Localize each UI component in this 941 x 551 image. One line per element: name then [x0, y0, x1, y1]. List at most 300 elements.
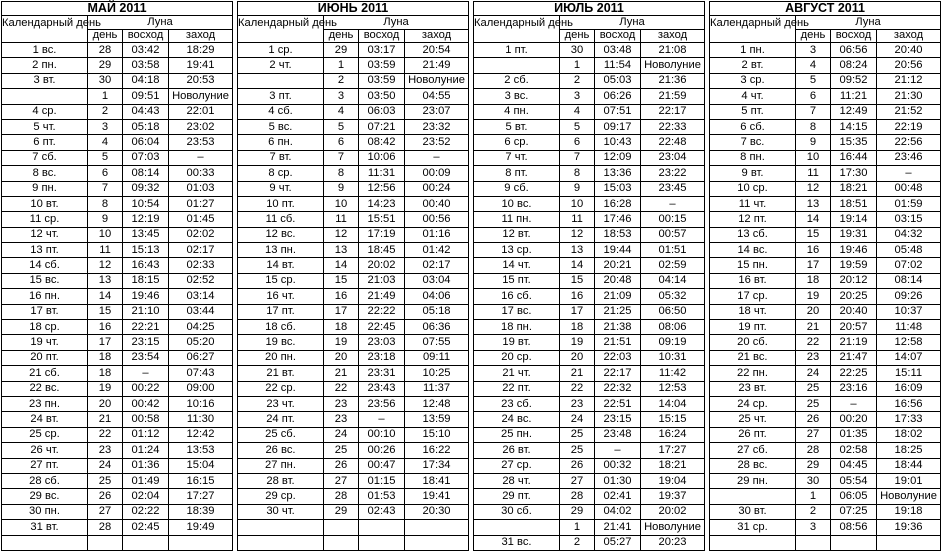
moonrise-cell: 10:43: [595, 135, 641, 150]
moonset-cell: 15:15: [641, 412, 705, 427]
table-row: [474, 104, 705, 119]
moonset-cell: 19:41: [169, 58, 233, 73]
moonrise-cell: 22:17: [595, 366, 641, 381]
moonrise-cell: 23:54: [123, 350, 169, 365]
moonrise-cell: 03:59: [359, 73, 405, 88]
moon-day-cell: 5: [88, 150, 123, 165]
moonrise-cell: 21:41: [595, 520, 641, 535]
calendar-day-cell: 15 ср.: [238, 273, 324, 288]
moonset-cell: 01:51: [641, 243, 705, 258]
calendar-day-cell: 27 ср.: [474, 458, 560, 473]
calendar-day-cell: 10 пт.: [238, 196, 324, 211]
moonrise-cell: 23:16: [831, 381, 877, 396]
moonset-cell: [405, 520, 469, 535]
table-row: [710, 458, 941, 473]
moonset-cell: Новолуние: [169, 89, 233, 104]
moonset-cell: 00:09: [405, 166, 469, 181]
moonrise-cell: 18:45: [359, 243, 405, 258]
calendar-day-cell: 28 вт.: [238, 473, 324, 488]
moonset-cell: 21:08: [641, 43, 705, 58]
calendar-day-cell: 21 чт.: [474, 366, 560, 381]
moonset-cell: 03:15: [877, 212, 941, 227]
table-row: [710, 196, 941, 211]
moon-day-cell: 7: [88, 181, 123, 196]
moonset-cell: 00:15: [641, 212, 705, 227]
moon-header: Луна: [88, 16, 233, 30]
moonset-cell: 18:41: [405, 473, 469, 488]
calendar-day-cell: 14 чт.: [474, 258, 560, 273]
table-row: [710, 243, 941, 258]
moonset-cell: 11:37: [405, 381, 469, 396]
moonset-header: заход: [877, 29, 941, 43]
moon-day-cell: 27: [324, 473, 359, 488]
moonset-cell: 21:49: [405, 58, 469, 73]
moon-day-cell: 6: [796, 89, 831, 104]
moonrise-cell: 21:19: [831, 335, 877, 350]
calendar-day-cell: 1 вс.: [2, 43, 88, 58]
calendar-day-cell: 23 вт.: [710, 381, 796, 396]
table-row: [710, 396, 941, 411]
moonrise-cell: 10:06: [359, 150, 405, 165]
calendar-day-cell: [710, 489, 796, 504]
table-row: [2, 273, 233, 288]
calendar-day-cell: 18 пн.: [474, 320, 560, 335]
moonset-cell: 04:25: [169, 320, 233, 335]
calendar-day-cell: 4 ср.: [2, 104, 88, 119]
moon-day-cell: 20: [560, 350, 595, 365]
table-row: [474, 443, 705, 458]
moonrise-cell: [831, 535, 877, 550]
calendar-day-cell: 19 вс.: [238, 335, 324, 350]
moon-day-cell: 30: [88, 73, 123, 88]
moonset-cell: 22:33: [641, 119, 705, 134]
calendar-day-cell: 16 сб.: [474, 289, 560, 304]
calendar-day-cell: 9 пн.: [2, 181, 88, 196]
calendar-day-cell: 23 пн.: [2, 396, 88, 411]
table-row: [2, 289, 233, 304]
calendar-day-cell: 7 вт.: [238, 150, 324, 165]
moonset-cell: 11:48: [877, 320, 941, 335]
moonset-cell: 17:33: [877, 412, 941, 427]
moonrise-cell: 22:51: [595, 396, 641, 411]
calendar-day-cell: 2 чт.: [238, 58, 324, 73]
table-row: [710, 135, 941, 150]
moon-day-cell: 13: [88, 273, 123, 288]
moonset-cell: 02:17: [405, 258, 469, 273]
moonset-cell: 07:55: [405, 335, 469, 350]
table-row: [474, 273, 705, 288]
moonset-cell: 00:24: [405, 181, 469, 196]
table-row: [710, 443, 941, 458]
table-row: [474, 212, 705, 227]
table-row: [2, 520, 233, 535]
moonset-cell: 02:59: [641, 258, 705, 273]
moonrise-cell: 23:43: [359, 381, 405, 396]
moon-day-cell: 15: [796, 227, 831, 242]
moon-day-cell: [796, 535, 831, 550]
moonset-cell: 01:16: [405, 227, 469, 242]
moon-day-cell: 17: [796, 258, 831, 273]
moonset-cell: 16:15: [169, 473, 233, 488]
moonset-cell: 23:46: [877, 150, 941, 165]
table-row: [474, 396, 705, 411]
moonrise-cell: 08:24: [831, 58, 877, 73]
moonrise-cell: 15:03: [595, 181, 641, 196]
calendar-day-cell: 3 ср.: [710, 73, 796, 88]
moonset-cell: 03:44: [169, 304, 233, 319]
moonrise-cell: 23:15: [123, 335, 169, 350]
table-row: [2, 166, 233, 181]
moonrise-cell: 04:45: [831, 458, 877, 473]
moon-header: Луна: [560, 16, 705, 30]
calendar-sheet: [1, 1, 939, 549]
moonrise-cell: 06:03: [359, 104, 405, 119]
moonset-cell: 17:27: [641, 443, 705, 458]
calendar-day-cell: [710, 535, 796, 550]
moon-day-cell: 19: [88, 381, 123, 396]
moon-day-cell: 18: [324, 320, 359, 335]
table-row: [238, 535, 469, 550]
calendar-day-cell: 8 пн.: [710, 150, 796, 165]
moonrise-cell: 05:54: [831, 473, 877, 488]
calendar-day-cell: 22 ср.: [238, 381, 324, 396]
moonrise-cell: 00:10: [359, 427, 405, 442]
moonset-cell: 21:12: [877, 73, 941, 88]
table-row: [2, 227, 233, 242]
moonset-cell: 17:34: [405, 458, 469, 473]
moonrise-cell: 16:43: [123, 258, 169, 273]
moon-day-cell: 17: [560, 304, 595, 319]
moonrise-cell: 01:36: [123, 458, 169, 473]
calendar-day-cell: 6 пн.: [238, 135, 324, 150]
calendar-day-cell: 30 чт.: [238, 504, 324, 519]
table-row: [474, 535, 705, 550]
calendar-day-cell: 11 пн.: [474, 212, 560, 227]
calendar-day-cell: 5 вт.: [474, 119, 560, 134]
moonrise-cell: [123, 535, 169, 550]
calendar-day-cell: 12 чт.: [2, 227, 88, 242]
calendar-day-cell: 27 сб.: [710, 443, 796, 458]
moonrise-cell: 13:36: [595, 166, 641, 181]
table-row: [2, 181, 233, 196]
moon-day-header: день: [560, 29, 595, 43]
moonrise-cell: 23:48: [595, 427, 641, 442]
table-row: [710, 212, 941, 227]
moon-day-cell: 19: [560, 335, 595, 350]
moonrise-cell: 19:14: [831, 212, 877, 227]
moon-day-cell: 29: [324, 43, 359, 58]
calendar-day-header: Календарный день: [2, 16, 88, 43]
moonset-cell: 12:53: [641, 381, 705, 396]
table-row: [238, 289, 469, 304]
moon-day-cell: 12: [560, 227, 595, 242]
table-row: [474, 335, 705, 350]
calendar-day-cell: 13 ср.: [474, 243, 560, 258]
moonrise-cell: 19:46: [123, 289, 169, 304]
moonset-cell: 20:53: [169, 73, 233, 88]
month-title: МАЙ 2011: [2, 2, 233, 16]
moonrise-cell: 22:25: [831, 366, 877, 381]
calendar-day-cell: 4 пн.: [474, 104, 560, 119]
moonrise-cell: 12:49: [831, 104, 877, 119]
moonset-cell: 09:19: [641, 335, 705, 350]
moonrise-cell: 15:13: [123, 243, 169, 258]
moonset-header: заход: [641, 29, 705, 43]
moon-day-cell: 14: [560, 258, 595, 273]
moonrise-cell: 04:02: [595, 504, 641, 519]
moon-day-cell: 23: [324, 412, 359, 427]
calendar-day-cell: 5 чт.: [2, 119, 88, 134]
table-row: [2, 135, 233, 150]
calendar-day-cell: 4 чт.: [710, 89, 796, 104]
table-row: [2, 320, 233, 335]
moonrise-cell: 06:56: [831, 43, 877, 58]
moon-table: [237, 1, 469, 551]
table-row: [238, 104, 469, 119]
moonrise-cell: 21:47: [831, 350, 877, 365]
table-row: [238, 381, 469, 396]
moonset-cell: 01:27: [169, 196, 233, 211]
table-row: [2, 212, 233, 227]
moon-day-cell: 23: [324, 396, 359, 411]
moonrise-cell: 21:38: [595, 320, 641, 335]
moonrise-cell: 11:21: [831, 89, 877, 104]
moonrise-cell: 00:26: [359, 443, 405, 458]
calendar-day-cell: 19 пт.: [710, 320, 796, 335]
moonset-cell: 04:06: [405, 289, 469, 304]
moonset-cell: [877, 535, 941, 550]
moon-day-cell: 4: [88, 135, 123, 150]
table-row: [710, 412, 941, 427]
moon-day-cell: 17: [88, 335, 123, 350]
moonset-cell: 22:19: [877, 119, 941, 134]
moonrise-cell: 22:21: [123, 320, 169, 335]
month-title: ИЮЛЬ 2011: [474, 2, 705, 16]
table-row: [474, 181, 705, 196]
calendar-day-cell: 14 сб.: [2, 258, 88, 273]
moon-day-cell: 18: [88, 350, 123, 365]
moonrise-cell: 20:40: [831, 304, 877, 319]
calendar-day-cell: 3 пт.: [238, 89, 324, 104]
moonrise-cell: 03:59: [359, 58, 405, 73]
moonrise-cell: 21:25: [595, 304, 641, 319]
moonrise-cell: 09:32: [123, 181, 169, 196]
moon-day-cell: 3: [560, 89, 595, 104]
moon-day-cell: 16: [796, 243, 831, 258]
moon-day-cell: 8: [324, 166, 359, 181]
moon-day-cell: [324, 520, 359, 535]
moonrise-cell: 02:41: [595, 489, 641, 504]
moonset-cell: 16:09: [877, 381, 941, 396]
calendar-day-cell: 15 вс.: [2, 273, 88, 288]
calendar-day-cell: 15 пн.: [710, 258, 796, 273]
table-row: [238, 58, 469, 73]
table-row: [238, 335, 469, 350]
moonrise-cell: 12:09: [595, 150, 641, 165]
moon-day-cell: 24: [324, 427, 359, 442]
moonrise-cell: 02:58: [831, 443, 877, 458]
moonset-cell: –: [877, 166, 941, 181]
moon-day-cell: 19: [796, 289, 831, 304]
calendar-day-cell: 17 вс.: [474, 304, 560, 319]
table-row: [238, 412, 469, 427]
moon-day-cell: 8: [560, 166, 595, 181]
table-row: [2, 258, 233, 273]
table-row: [710, 381, 941, 396]
moonset-cell: 21:30: [877, 89, 941, 104]
moonrise-cell: 03:48: [595, 43, 641, 58]
table-row: [238, 119, 469, 134]
table-row: [474, 289, 705, 304]
month-table-august: [709, 1, 940, 536]
calendar-day-cell: 10 вс.: [474, 196, 560, 211]
moonset-cell: 07:43: [169, 366, 233, 381]
calendar-day-cell: 29 пн.: [710, 473, 796, 488]
moonrise-cell: 18:51: [831, 196, 877, 211]
moonset-cell: –: [641, 196, 705, 211]
calendar-day-cell: 13 сб.: [710, 227, 796, 242]
calendar-day-cell: 2 вт.: [710, 58, 796, 73]
calendar-day-cell: 8 пт.: [474, 166, 560, 181]
moon-day-cell: 20: [88, 396, 123, 411]
table-row: [474, 473, 705, 488]
moonrise-cell: 23:15: [595, 412, 641, 427]
table-row: [2, 243, 233, 258]
moonrise-cell: 11:31: [359, 166, 405, 181]
moon-day-cell: 4: [324, 104, 359, 119]
moon-day-cell: 1: [324, 58, 359, 73]
moonrise-cell: 22:45: [359, 320, 405, 335]
moonrise-cell: 19:31: [831, 227, 877, 242]
moonrise-cell: 21:03: [359, 273, 405, 288]
calendar-day-cell: 1 ср.: [238, 43, 324, 58]
moonset-cell: 15:10: [405, 427, 469, 442]
moon-day-cell: 6: [324, 135, 359, 150]
table-row: [474, 166, 705, 181]
moonset-header: заход: [405, 29, 469, 43]
moonrise-cell: 02:04: [123, 489, 169, 504]
calendar-day-cell: 10 ср.: [710, 181, 796, 196]
moon-day-cell: 3: [796, 43, 831, 58]
moonset-cell: 04:14: [641, 273, 705, 288]
moon-day-cell: 21: [560, 366, 595, 381]
moon-day-cell: 9: [560, 181, 595, 196]
table-row: [238, 166, 469, 181]
moonset-cell: 19:37: [641, 489, 705, 504]
moonset-cell: 02:33: [169, 258, 233, 273]
moonset-cell: 08:14: [877, 273, 941, 288]
moon-day-cell: 29: [324, 504, 359, 519]
moon-day-cell: 4: [796, 58, 831, 73]
moonset-cell: 21:36: [641, 73, 705, 88]
table-row: [474, 412, 705, 427]
calendar-day-cell: 25 сб.: [238, 427, 324, 442]
moon-day-cell: 19: [324, 335, 359, 350]
calendar-day-cell: 22 вс.: [2, 381, 88, 396]
moonset-cell: 15:04: [169, 458, 233, 473]
table-row: [710, 350, 941, 365]
table-row: [474, 58, 705, 73]
moonrise-cell: 18:53: [595, 227, 641, 242]
moonrise-cell: 08:42: [359, 135, 405, 150]
moon-day-cell: 28: [324, 489, 359, 504]
calendar-day-cell: 25 пн.: [474, 427, 560, 442]
month-title: ИЮНЬ 2011: [238, 2, 469, 16]
moonset-cell: 07:02: [877, 258, 941, 273]
moonrise-cell: 00:32: [595, 458, 641, 473]
moon-day-cell: 30: [560, 43, 595, 58]
moon-day-header: день: [324, 29, 359, 43]
table-row: [238, 181, 469, 196]
moon-day-cell: 14: [88, 289, 123, 304]
table-row: [2, 535, 233, 550]
moonset-cell: 05:48: [877, 243, 941, 258]
moon-day-cell: 30: [796, 473, 831, 488]
moon-day-cell: 7: [560, 150, 595, 165]
table-row: [710, 473, 941, 488]
moonrise-cell: 19:46: [831, 243, 877, 258]
moonrise-cell: 11:54: [595, 58, 641, 73]
moon-day-cell: 7: [324, 150, 359, 165]
moon-day-cell: 1: [796, 489, 831, 504]
moon-day-cell: 11: [560, 212, 595, 227]
moonset-cell: 20:54: [405, 43, 469, 58]
calendar-day-header: Календарный день: [710, 16, 796, 43]
moon-day-cell: 24: [88, 458, 123, 473]
table-row: [474, 304, 705, 319]
calendar-day-cell: 26 вт.: [474, 443, 560, 458]
moon-day-cell: 27: [796, 427, 831, 442]
moonset-cell: 09:26: [877, 289, 941, 304]
moon-day-cell: 26: [560, 458, 595, 473]
moon-day-cell: [324, 535, 359, 550]
moon-day-cell: 25: [560, 427, 595, 442]
moonset-cell: 18:39: [169, 504, 233, 519]
moon-day-cell: 12: [88, 258, 123, 273]
calendar-day-cell: 20 ср.: [474, 350, 560, 365]
moon-day-cell: 29: [88, 58, 123, 73]
table-row: [238, 243, 469, 258]
moonrise-cell: 20:21: [595, 258, 641, 273]
moon-day-header: день: [88, 29, 123, 43]
moon-day-cell: 5: [560, 119, 595, 134]
table-row: [474, 427, 705, 442]
calendar-day-cell: 28 чт.: [474, 473, 560, 488]
moonrise-cell: 20:48: [595, 273, 641, 288]
table-row: [2, 396, 233, 411]
calendar-day-cell: 5 вс.: [238, 119, 324, 134]
moonrise-cell: 23:03: [359, 335, 405, 350]
calendar-day-cell: 7 чт.: [474, 150, 560, 165]
moon-day-cell: 15: [324, 273, 359, 288]
calendar-day-cell: 22 пн.: [710, 366, 796, 381]
moonrise-cell: 12:19: [123, 212, 169, 227]
moonset-cell: 19:36: [877, 520, 941, 535]
calendar-day-cell: 29 пт.: [474, 489, 560, 504]
moonset-cell: 05:20: [169, 335, 233, 350]
moonrise-cell: 21:51: [595, 335, 641, 350]
moonrise-cell: 03:58: [123, 58, 169, 73]
moon-day-cell: 10: [324, 196, 359, 211]
table-row: [238, 273, 469, 288]
calendar-day-cell: 13 пт.: [2, 243, 88, 258]
table-row: [710, 504, 941, 519]
table-row: [710, 520, 941, 535]
moonset-cell: 23:53: [169, 135, 233, 150]
calendar-day-cell: 18 сб.: [238, 320, 324, 335]
table-row: [474, 73, 705, 88]
calendar-day-cell: 31 вт.: [2, 520, 88, 535]
